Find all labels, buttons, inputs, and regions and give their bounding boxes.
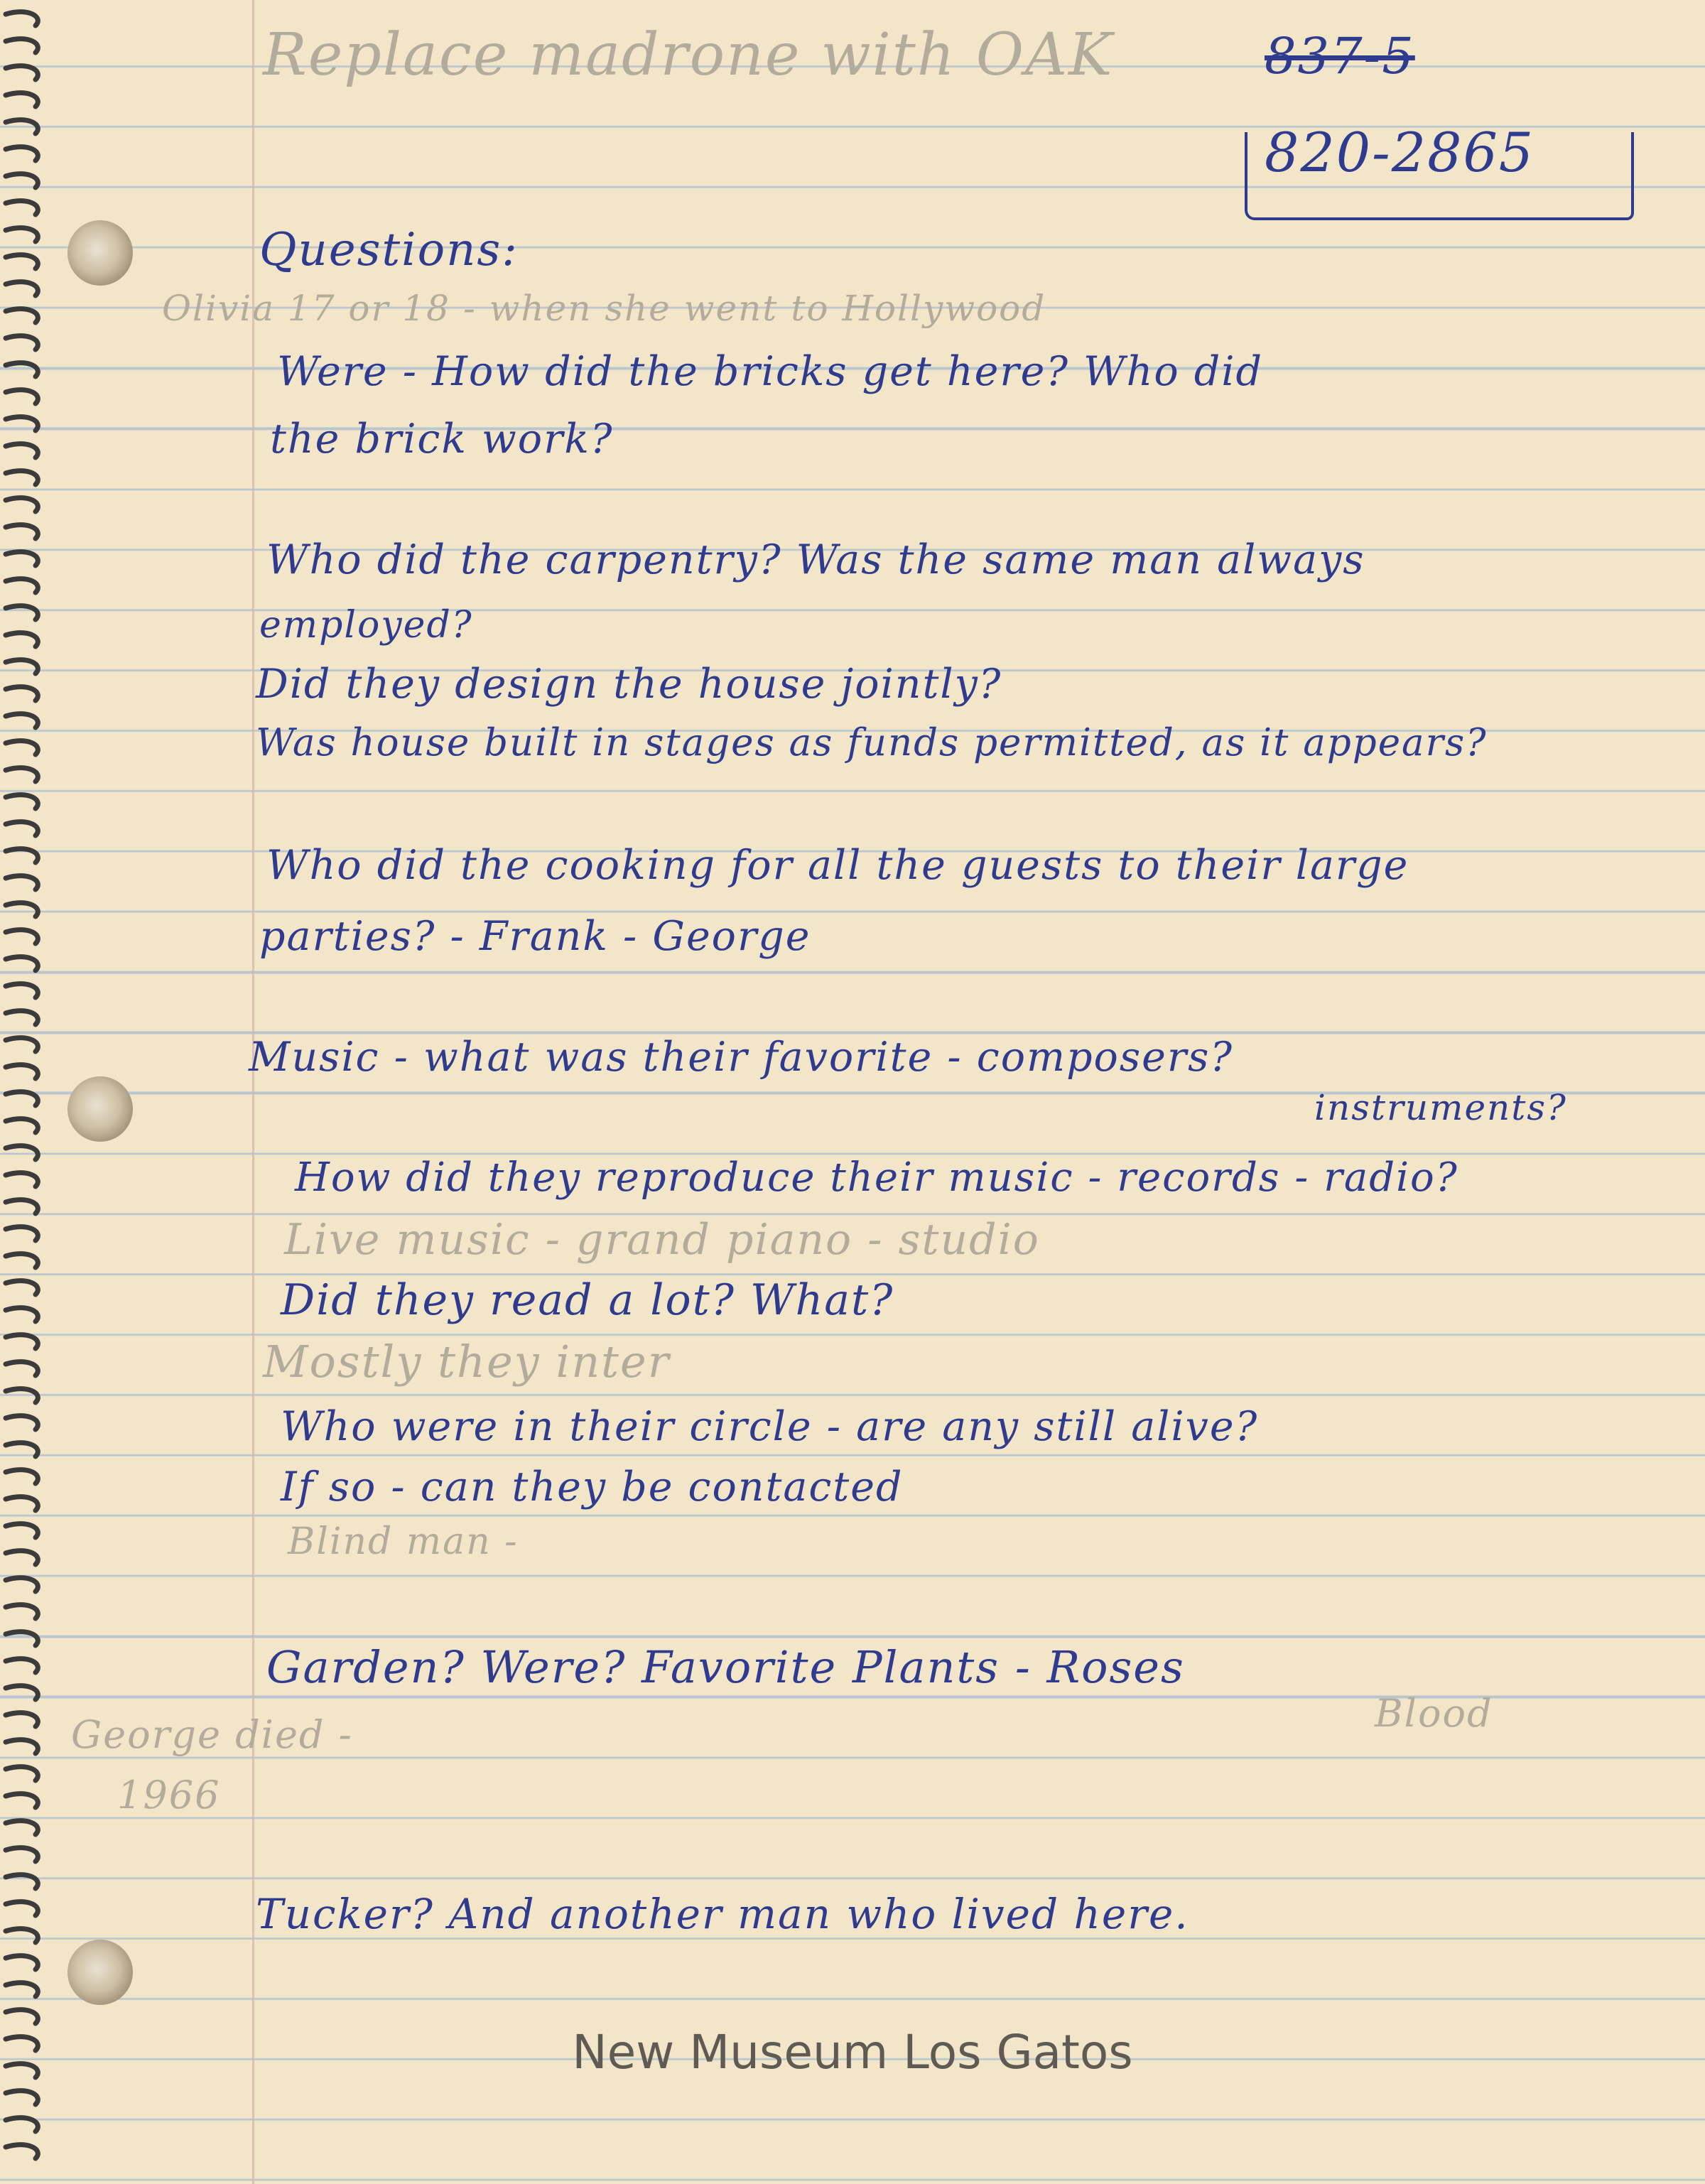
spiral-coil [6, 1578, 38, 1591]
spiral-coil [6, 903, 38, 917]
spiral-coil [6, 768, 38, 782]
spiral-coil [6, 174, 38, 188]
punch-hole [67, 1076, 133, 1142]
spiral-coil [6, 1254, 38, 1267]
question-line: employed? [259, 604, 473, 647]
question-line: Did they design the house jointly? [256, 661, 1002, 708]
spiral-coil [6, 1362, 38, 1375]
spiral-coil [6, 228, 38, 242]
spiral-coil [6, 1497, 38, 1510]
spiral-coil [6, 606, 38, 620]
margin-note: George died - [71, 1712, 353, 1757]
spiral-coil [6, 1227, 38, 1240]
question-line: instruments? [1314, 1087, 1567, 1128]
question-line: Did they read a lot? What? [281, 1275, 894, 1325]
spiral-coil [6, 1119, 38, 1132]
aside-note: Olivia 17 or 18 - when she went to Hollywood [162, 288, 1046, 329]
spiral-coil [6, 1416, 38, 1429]
spiral-coil [6, 795, 38, 809]
spiral-coil [6, 741, 38, 755]
spiral-coil [6, 2145, 38, 2158]
spiral-coil [6, 471, 38, 485]
question-line: parties? - Frank - George [259, 913, 811, 960]
questions-heading: Questions: [259, 224, 519, 276]
question-line: Who were in their circle - are any still alive? [281, 1403, 1259, 1450]
question-line: If so - can they be contacted [281, 1464, 904, 1510]
spiral-coil [6, 687, 38, 701]
question-line: Was house built in stages as funds permitted, as it appears? [256, 721, 1488, 764]
spiral-coil [6, 1875, 38, 1888]
spiral-coil [6, 930, 38, 944]
spiral-coil [6, 1740, 38, 1753]
spiral-coil [6, 1038, 38, 1052]
spiral-coil [6, 309, 38, 323]
spiral-coil [6, 1848, 38, 1861]
spiral-coil [6, 120, 38, 134]
spiral-coil [6, 1902, 38, 1915]
question-line: Who did the carpentry? Was the same man always [266, 536, 1365, 583]
spiral-coil [6, 1065, 38, 1079]
spiral-coil [6, 282, 38, 296]
spiral-coil [6, 12, 38, 26]
question-line: Were - How did the bricks get here? Who did [277, 348, 1263, 395]
answer-note: Blood [1375, 1691, 1493, 1736]
spiral-coil [6, 2091, 38, 2104]
answer-note: Blind man - [288, 1520, 519, 1563]
spiral-coil [6, 390, 38, 404]
punch-hole [67, 220, 133, 286]
phone-box [1245, 132, 1634, 220]
answer-note: Live music - grand piano - studio [284, 1215, 1040, 1265]
spiral-coil [6, 1929, 38, 1942]
spiral-coil [6, 1632, 38, 1645]
spiral-coil [6, 1146, 38, 1159]
spiral-binding [0, 0, 50, 2184]
spiral-coil [6, 552, 38, 566]
header-title-note: Replace madrone with OAK [263, 21, 1114, 89]
spiral-coil [6, 984, 38, 998]
spiral-coil [6, 633, 38, 647]
spiral-coil [6, 2118, 38, 2131]
question-line: Garden? Were? Favorite Plants - Roses [266, 1641, 1185, 1693]
spiral-coil [6, 498, 38, 512]
question-line: How did they reproduce their music - records - radio? [295, 1155, 1458, 1201]
spiral-coil [6, 201, 38, 215]
spiral-coil [6, 1983, 38, 1996]
spiral-coil [6, 1470, 38, 1483]
spiral-coil [6, 336, 38, 350]
spiral-coil [6, 1956, 38, 1969]
spiral-coil [6, 1443, 38, 1456]
spiral-coil [6, 1794, 38, 1807]
spiral-coil [6, 579, 38, 593]
spiral-coil [6, 1713, 38, 1726]
spiral-coil [6, 525, 38, 539]
spiral-coil [6, 714, 38, 728]
spiral-coil [6, 660, 38, 674]
spiral-coil [6, 1551, 38, 1564]
question-line: Music - what was their favorite - composers? [249, 1034, 1233, 1081]
spiral-coil [6, 1092, 38, 1105]
spiral-coil [6, 876, 38, 890]
spiral-coil [6, 363, 38, 377]
spiral-coil [6, 1281, 38, 1294]
spiral-coil [6, 1767, 38, 1780]
spiral-coil [6, 2010, 38, 2023]
spiral-coil [6, 1308, 38, 1321]
spiral-coil [6, 39, 38, 53]
spiral-coil [6, 822, 38, 836]
question-line: the brick work? [270, 416, 614, 463]
spiral-coil [6, 1821, 38, 1834]
spiral-coil [6, 147, 38, 161]
punch-hole [67, 1940, 133, 2005]
spiral-coil [6, 1335, 38, 1348]
spiral-coil [6, 1389, 38, 1402]
spiral-coil [6, 957, 38, 971]
spiral-coil [6, 1605, 38, 1618]
spiral-coil [6, 66, 38, 80]
question-line: Who did the cooking for all the guests to their large [266, 842, 1409, 889]
spiral-coil [6, 255, 38, 269]
spiral-coil [6, 1686, 38, 1699]
spiral-coil [6, 1200, 38, 1213]
phone-number: 820-2865 [1265, 121, 1535, 184]
spiral-coil [6, 1011, 38, 1025]
margin-note-year: 1966 [117, 1773, 221, 1817]
spiral-coil [6, 93, 38, 107]
phone-number-crossed: 837-5 [1265, 27, 1415, 85]
spiral-coil [6, 849, 38, 863]
answer-note: Mostly they inter [263, 1336, 671, 1388]
question-line: Tucker? And another man who lived here. [256, 1890, 1189, 1938]
watermark: New Museum Los Gatos [572, 2025, 1133, 2080]
spiral-coil [6, 1524, 38, 1537]
spiral-coil [6, 1173, 38, 1186]
spiral-coil [6, 444, 38, 458]
spiral-coil [6, 1659, 38, 1672]
spiral-coil [6, 417, 38, 431]
